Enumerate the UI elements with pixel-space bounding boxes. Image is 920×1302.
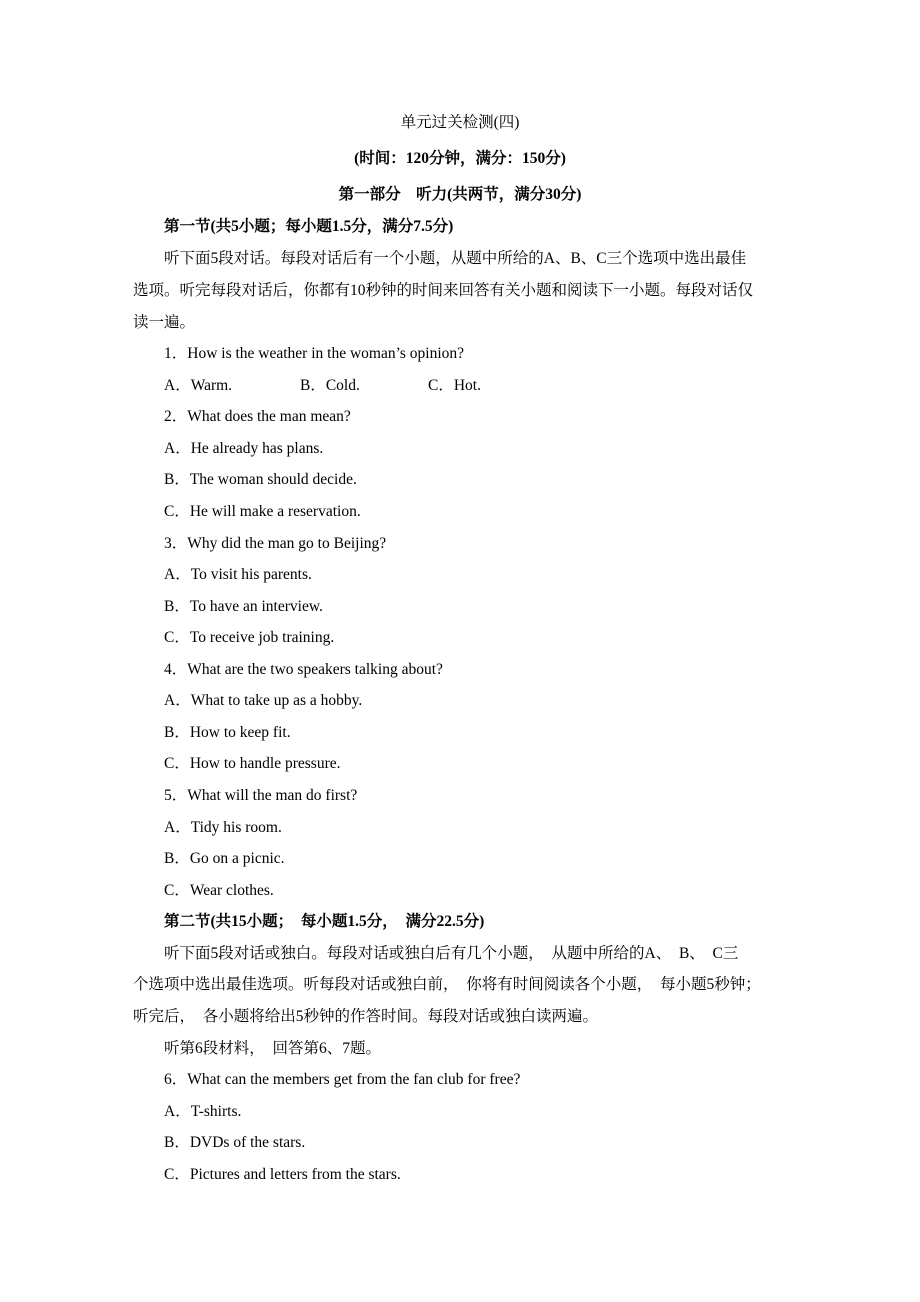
section-two-title: 第二节(共15小题； 每小题1.5分， 满分22.5分) <box>164 913 485 930</box>
material-note: 听第6段材料， 回答第6、7题。 <box>164 1040 382 1057</box>
section-two-instructions-line-1: 听下面5段对话或独白。每段对话或独白后有几个小题， 从题中所给的A、 B、 C三 <box>164 945 739 962</box>
time-score-info: (时间：120分钟，满分：150分) <box>354 150 566 167</box>
question-2-option-b: B．The woman should decide. <box>164 471 357 488</box>
section-one-instructions-line-2: 选项。听完每段对话后，你都有10秒钟的时间来回答有关小题和阅读下一小题。每段对话仅 <box>133 282 754 299</box>
question-6-option-c: C．Pictures and letters from the stars. <box>164 1166 401 1183</box>
question-5-option-c: C．Wear clothes. <box>164 882 274 899</box>
question-2-option-c: C．He will make a reservation. <box>164 503 361 520</box>
section-two-instructions-line-2: 个选项中选出最佳选项。听每段对话或独白前， 你将有时间阅读各个小题， 每小题5秒钟； <box>133 976 761 993</box>
question-4-stem: 4．What are the two speakers talking about? <box>164 661 443 678</box>
question-3-option-b: B．To have an interview. <box>164 598 323 615</box>
question-2-stem: 2．What does the man mean? <box>164 408 351 425</box>
question-1-stem: 1．How is the weather in the woman’s opinion? <box>164 345 465 362</box>
question-1-option-c: C．Hot. <box>428 377 481 394</box>
question-6-option-a: A．T-shirts. <box>164 1103 242 1120</box>
question-5-option-b: B．Go on a picnic. <box>164 850 285 867</box>
question-4-option-a: A．What to take up as a hobby. <box>164 692 363 709</box>
section-one-title: 第一节(共5小题；每小题1.5分，满分7.5分) <box>164 218 454 235</box>
question-2-option-a: A．He already has plans. <box>164 440 324 457</box>
question-1-option-b: B．Cold. <box>300 377 360 394</box>
part-one-title: 第一部分 听力(共两节，满分30分) <box>338 186 582 203</box>
section-one-instructions-line-1: 听下面5段对话。每段对话后有一个小题，从题中所给的A、B、C三个选项中选出最佳 <box>164 250 747 267</box>
question-6-stem: 6．What can the members get from the fan club for free? <box>164 1071 521 1088</box>
section-one-instructions-line-3: 读一遍。 <box>133 314 196 331</box>
question-3-stem: 3．Why did the man go to Beijing? <box>164 535 387 552</box>
question-4-option-c: C．How to handle pressure. <box>164 755 341 772</box>
document-title: 单元过关检测(四) <box>400 114 520 131</box>
question-5-stem: 5．What will the man do first? <box>164 787 358 804</box>
question-1-option-a: A．Warm. <box>164 377 233 394</box>
section-two-instructions-line-3: 听完后， 各小题将给出5秒钟的作答时间。每段对话或独白读两遍。 <box>133 1008 599 1025</box>
question-4-option-b: B．How to keep fit. <box>164 724 291 741</box>
question-3-option-c: C．To receive job training. <box>164 629 335 646</box>
question-6-option-b: B．DVDs of the stars. <box>164 1134 306 1151</box>
question-5-option-a: A．Tidy his room. <box>164 819 282 836</box>
question-3-option-a: A．To visit his parents. <box>164 566 312 583</box>
